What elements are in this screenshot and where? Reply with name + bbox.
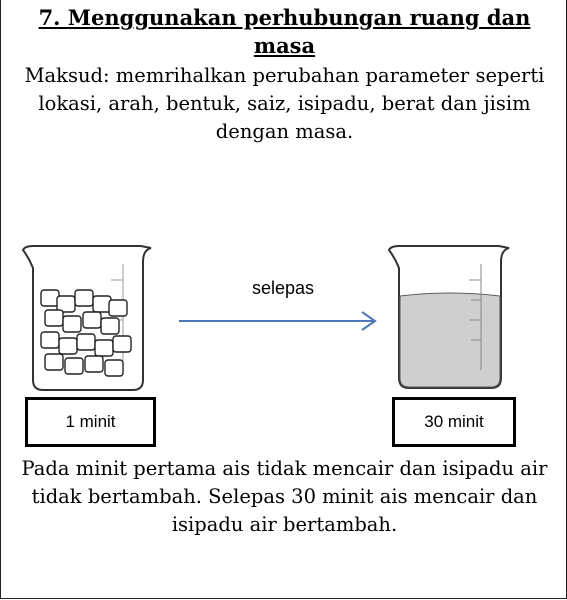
time-label-start: 1 minit <box>25 397 156 447</box>
arrow-right-icon <box>179 312 375 330</box>
arrow-label: selepas <box>251 278 315 298</box>
section-title: 7. Menggunakan perhubungan ruang dan masa <box>38 5 531 58</box>
intro-paragraph: Maksud: memrihalkan perubahan parameter seperti lokasi, arah, bentuk, saiz, isipadu, berat dan jisim dengan masa. <box>24 64 545 143</box>
time-label-end: 30 minit <box>392 397 516 447</box>
beaker-water-icon <box>389 246 509 388</box>
beaker-ice-icon <box>23 246 151 390</box>
caption-paragraph: Pada minit pertama ais tidak mencair dan isipadu air tidak bertambah. Selepas 30 minit ais mencair dan isipadu air bertambah. <box>21 457 548 536</box>
